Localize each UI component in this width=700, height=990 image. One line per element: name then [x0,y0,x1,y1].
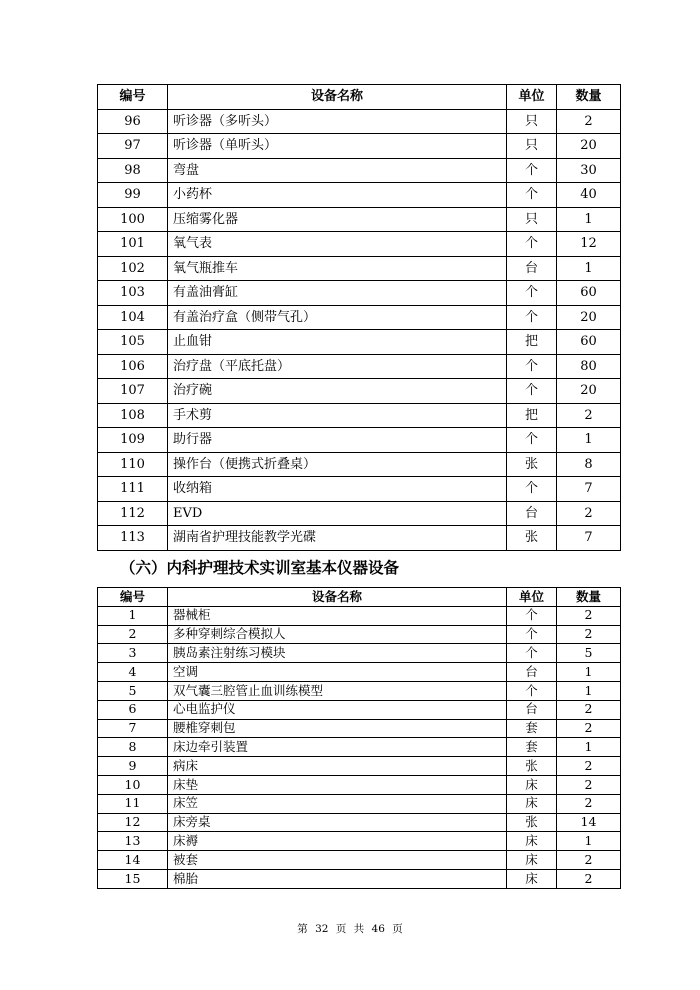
table-row [98,428,621,453]
cell-quantity: 2 [557,403,621,428]
cell-quantity: 5 [557,644,621,663]
table-row [98,869,621,888]
cell-number: 113 [98,526,168,551]
cell-quantity: 1 [557,428,621,453]
header-equipment-name: 设备名称 [168,85,507,110]
cell-number: 107 [98,379,168,404]
cell-equipment-name: 床边牵引装置 [168,738,507,757]
table-row [98,330,621,355]
cell-equipment-name: 听诊器（多听头） [168,109,507,134]
cell-equipment-name: 床垫 [168,775,507,794]
cell-quantity: 2 [557,869,621,888]
cell-equipment-name: 有盖治疗盒（侧带气孔） [168,305,507,330]
cell-unit: 床 [507,851,557,870]
cell-quantity: 2 [557,757,621,776]
cell-quantity: 2 [557,700,621,719]
header-equipment-name: 设备名称 [168,588,507,607]
header-quantity: 数量 [557,85,621,110]
cell-quantity: 14 [557,813,621,832]
cell-unit: 个 [507,681,557,700]
cell-quantity: 2 [557,625,621,644]
cell-unit: 台 [507,700,557,719]
cell-equipment-name: 治疗碗 [168,379,507,404]
cell-number: 12 [98,813,168,832]
table-row [98,851,621,870]
cell-unit: 个 [507,644,557,663]
table-row [98,501,621,526]
cell-number: 111 [98,477,168,502]
cell-number: 100 [98,207,168,232]
table-row [98,625,621,644]
cell-unit: 个 [507,606,557,625]
cell-unit: 个 [507,232,557,257]
cell-unit: 个 [507,281,557,306]
table-row [98,305,621,330]
cell-equipment-name: 多种穿刺综合模拟人 [168,625,507,644]
cell-unit: 张 [507,526,557,551]
table-row [98,354,621,379]
header-number: 编号 [98,85,168,110]
cell-quantity: 8 [557,452,621,477]
cell-quantity: 40 [557,183,621,208]
cell-quantity: 2 [557,501,621,526]
section-title: （六）内科护理技术实训室基本仪器设备 [120,559,400,577]
footer-prefix: 第 [297,923,308,935]
cell-quantity: 20 [557,379,621,404]
cell-number: 102 [98,256,168,281]
cell-quantity: 2 [557,851,621,870]
cell-quantity: 20 [557,134,621,159]
cell-unit: 床 [507,794,557,813]
cell-number: 110 [98,452,168,477]
cell-quantity: 2 [557,719,621,738]
cell-number: 96 [98,109,168,134]
cell-unit: 把 [507,403,557,428]
cell-number: 99 [98,183,168,208]
cell-equipment-name: 操作台（便携式折叠桌） [168,452,507,477]
footer-current-page: 32 [315,923,329,935]
cell-equipment-name: 器械柜 [168,606,507,625]
cell-unit: 台 [507,663,557,682]
cell-equipment-name: 氧气瓶推车 [168,256,507,281]
cell-unit: 把 [507,330,557,355]
table-row [98,281,621,306]
header-unit: 单位 [507,588,557,607]
cell-number: 112 [98,501,168,526]
cell-number: 4 [98,663,168,682]
table-row [98,403,621,428]
cell-quantity: 2 [557,794,621,813]
cell-unit: 张 [507,452,557,477]
cell-equipment-name: 治疗盘（平底托盘） [168,354,507,379]
table-row [98,256,621,281]
cell-number: 8 [98,738,168,757]
cell-number: 3 [98,644,168,663]
cell-number: 105 [98,330,168,355]
cell-equipment-name: 床笠 [168,794,507,813]
cell-quantity: 1 [557,663,621,682]
cell-unit: 个 [507,354,557,379]
cell-quantity: 20 [557,305,621,330]
cell-equipment-name: 止血钳 [168,330,507,355]
cell-unit: 套 [507,719,557,738]
table-row [98,109,621,134]
cell-equipment-name: 弯盘 [168,158,507,183]
cell-equipment-name: 空调 [168,663,507,682]
cell-quantity: 80 [557,354,621,379]
table-row [98,207,621,232]
cell-unit: 台 [507,501,557,526]
cell-equipment-name: 有盖油膏缸 [168,281,507,306]
table-row [98,379,621,404]
table-row [98,644,621,663]
cell-unit: 床 [507,869,557,888]
cell-unit: 台 [507,256,557,281]
cell-unit: 个 [507,625,557,644]
cell-number: 97 [98,134,168,159]
cell-unit: 张 [507,757,557,776]
cell-unit: 个 [507,379,557,404]
cell-equipment-name: 湖南省护理技能教学光碟 [168,526,507,551]
cell-equipment-name: 胰岛素注射练习模块 [168,644,507,663]
cell-equipment-name: 助行器 [168,428,507,453]
cell-equipment-name: 收纳箱 [168,477,507,502]
header-number: 编号 [98,588,168,607]
cell-number: 101 [98,232,168,257]
cell-unit: 个 [507,158,557,183]
cell-number: 109 [98,428,168,453]
cell-equipment-name: 床旁桌 [168,813,507,832]
table-row [98,813,621,832]
header-unit: 单位 [507,85,557,110]
table-header-row [98,85,621,110]
equipment-table-continued [97,84,621,551]
cell-equipment-name: 手术剪 [168,403,507,428]
table-row [98,477,621,502]
table-row [98,134,621,159]
table-row [98,775,621,794]
cell-unit: 只 [507,134,557,159]
cell-unit: 个 [507,428,557,453]
internal-medicine-equipment-table [97,587,621,889]
table-row [98,681,621,700]
cell-equipment-name: 床褥 [168,832,507,851]
header-quantity: 数量 [557,588,621,607]
cell-number: 5 [98,681,168,700]
cell-quantity: 7 [557,526,621,551]
cell-quantity: 7 [557,477,621,502]
cell-equipment-name: 氧气表 [168,232,507,257]
cell-number: 11 [98,794,168,813]
table-row [98,757,621,776]
cell-number: 98 [98,158,168,183]
cell-number: 7 [98,719,168,738]
footer-mid1: 页 [335,923,347,935]
table-row [98,158,621,183]
cell-unit: 个 [507,183,557,208]
table-row [98,232,621,257]
table-row [98,526,621,551]
cell-number: 15 [98,869,168,888]
cell-quantity: 1 [557,681,621,700]
cell-quantity: 60 [557,330,621,355]
cell-equipment-name: 小药杯 [168,183,507,208]
table-row [98,663,621,682]
table-row [98,183,621,208]
cell-quantity: 1 [557,256,621,281]
cell-equipment-name: 棉胎 [168,869,507,888]
footer-suffix: 页 [392,923,403,935]
table-row [98,719,621,738]
cell-unit: 床 [507,775,557,794]
cell-number: 104 [98,305,168,330]
table-body [98,606,621,888]
footer-mid2: 共 [353,923,365,935]
cell-equipment-name: 腰椎穿刺包 [168,719,507,738]
cell-quantity: 2 [557,775,621,794]
cell-equipment-name: 听诊器（单听头） [168,134,507,159]
cell-number: 6 [98,700,168,719]
cell-unit: 个 [507,305,557,330]
cell-unit: 只 [507,207,557,232]
cell-quantity: 60 [557,281,621,306]
cell-equipment-name: 被套 [168,851,507,870]
cell-quantity: 1 [557,832,621,851]
table-row [98,606,621,625]
cell-quantity: 2 [557,606,621,625]
cell-unit: 套 [507,738,557,757]
cell-number: 103 [98,281,168,306]
table-row [98,700,621,719]
cell-unit: 床 [507,832,557,851]
cell-number: 9 [98,757,168,776]
cell-equipment-name: 压缩雾化器 [168,207,507,232]
cell-equipment-name: 心电监护仪 [168,700,507,719]
cell-number: 13 [98,832,168,851]
cell-quantity: 30 [557,158,621,183]
cell-number: 2 [98,625,168,644]
cell-quantity: 1 [557,738,621,757]
cell-number: 1 [98,606,168,625]
table-row [98,738,621,757]
cell-unit: 个 [507,477,557,502]
table-row [98,832,621,851]
cell-number: 106 [98,354,168,379]
cell-unit: 只 [507,109,557,134]
cell-unit: 张 [507,813,557,832]
cell-equipment-name: 病床 [168,757,507,776]
table-row [98,794,621,813]
cell-number: 108 [98,403,168,428]
cell-quantity: 12 [557,232,621,257]
page-footer [0,921,700,936]
cell-equipment-name: 双气囊三腔管止血训练模型 [168,681,507,700]
table-header-row [98,588,621,607]
table-body [98,109,621,550]
table-row [98,452,621,477]
cell-number: 10 [98,775,168,794]
cell-quantity: 2 [557,109,621,134]
cell-equipment-name: EVD [168,501,507,526]
cell-quantity: 1 [557,207,621,232]
cell-number: 14 [98,851,168,870]
footer-total-pages: 46 [371,923,385,935]
